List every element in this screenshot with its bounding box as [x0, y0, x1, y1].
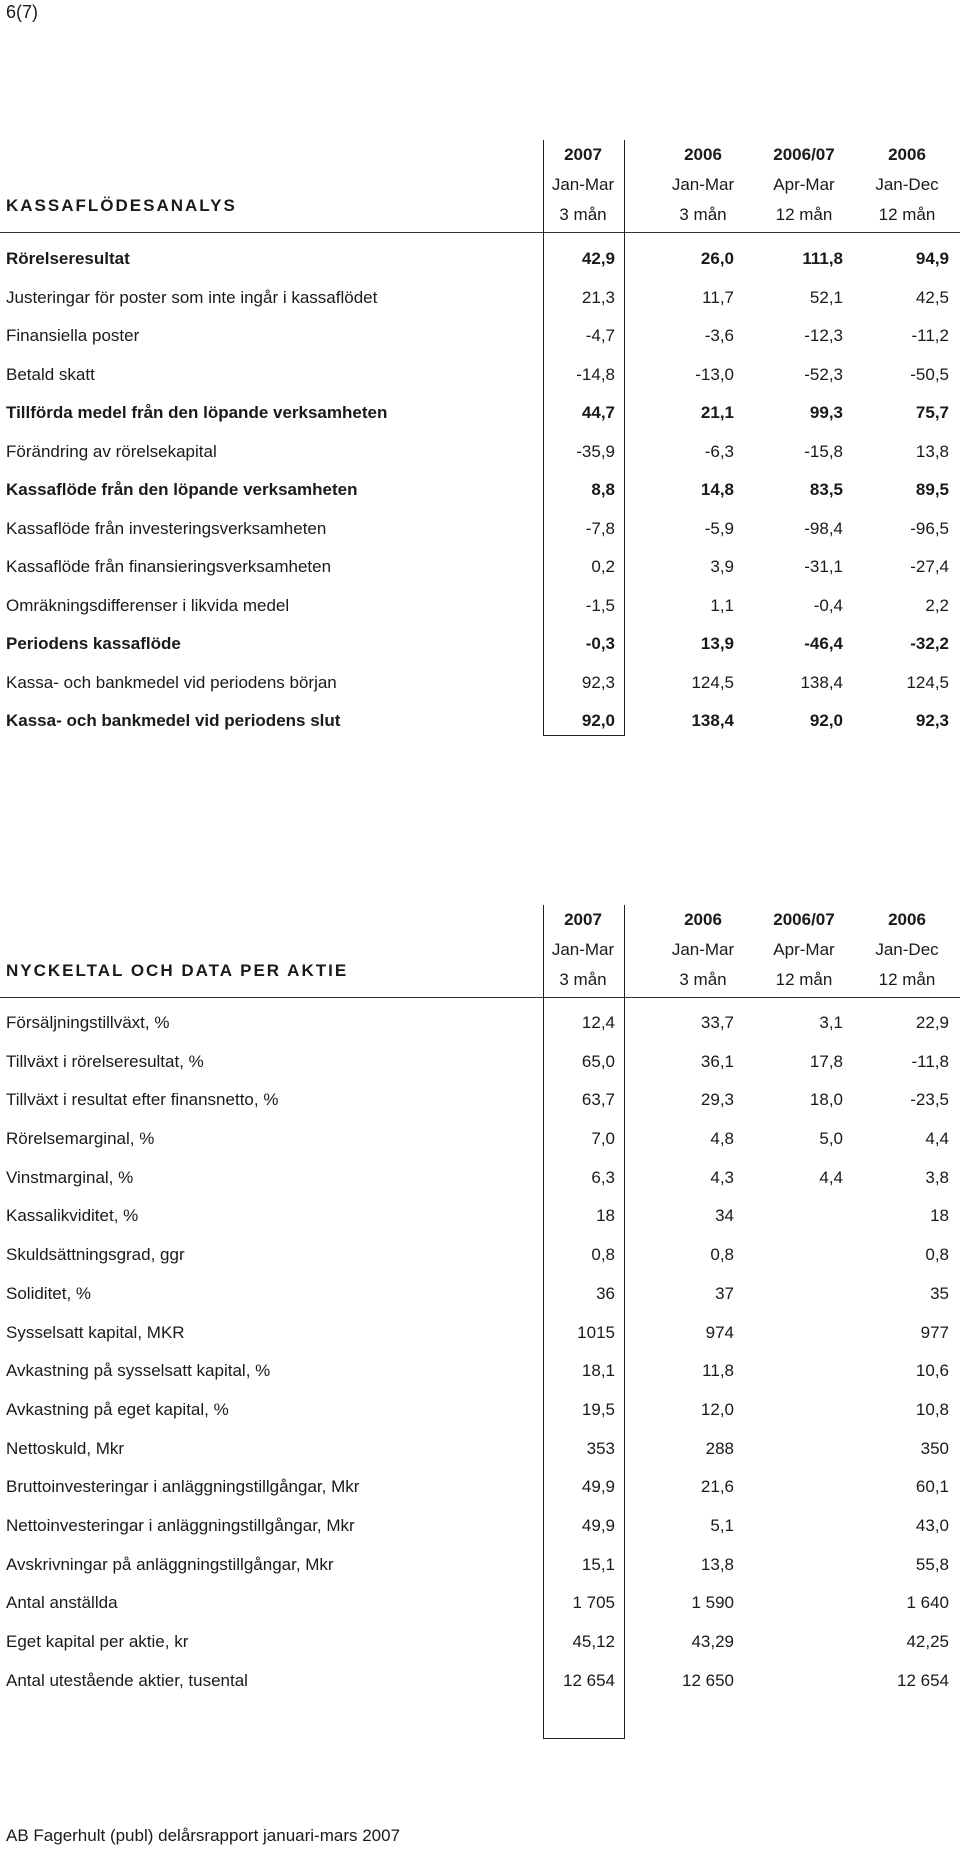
row-value: 92,3 — [581, 672, 615, 692]
row-value: -52,3 — [804, 364, 843, 384]
row-label: Rörelseresultat — [6, 249, 130, 268]
table-row — [0, 1359, 960, 1398]
table-row — [0, 440, 960, 479]
row-value: 1 640 — [906, 1593, 949, 1613]
table-row — [0, 1011, 960, 1050]
row-value: 18 — [596, 1206, 615, 1226]
row-label: Eget kapital per aktie, kr — [6, 1632, 189, 1651]
row-value: 4,3 — [710, 1167, 734, 1187]
section-title: NYCKELTAL OCH DATA PER AKTIE — [6, 961, 349, 980]
row-value: -7,8 — [585, 518, 615, 538]
column-period: Jan-Dec — [875, 940, 939, 959]
row-label: Nettoskuld, Mkr — [6, 1438, 125, 1458]
table-row — [0, 1050, 960, 1089]
row-value: 89,5 — [915, 480, 949, 499]
column-header — [852, 905, 960, 995]
column-period: Jan-Dec — [875, 175, 939, 194]
row-value: 12 650 — [682, 1670, 734, 1690]
row-label: Bruttoinvesteringar i anläggningstillgångar, Mkr — [6, 1477, 360, 1497]
row-value: 43,29 — [691, 1632, 734, 1651]
row-value: 3,1 — [819, 1013, 843, 1032]
row-value: 13,8 — [700, 1554, 734, 1574]
table-row — [0, 1475, 960, 1514]
column-header — [648, 140, 758, 230]
header-divider — [0, 997, 960, 998]
row-value: 63,7 — [581, 1090, 615, 1110]
row-value: 0,8 — [591, 1245, 615, 1265]
row-value: 92,0 — [581, 711, 615, 730]
row-value: 0,2 — [591, 557, 615, 576]
column-header — [749, 140, 859, 230]
row-value: -14,8 — [576, 364, 615, 384]
row-value: 10,8 — [915, 1399, 949, 1419]
table-row — [0, 1437, 960, 1476]
row-value: 13,9 — [700, 634, 734, 653]
column-year: 2006 — [684, 145, 722, 164]
row-label: Kassa- och bankmedel vid periodens början — [6, 672, 337, 692]
table-row — [0, 401, 960, 440]
row-label: Kassa- och bankmedel vid periodens slut — [6, 711, 341, 730]
column-year: 2006 — [684, 910, 722, 929]
row-value: 974 — [705, 1322, 734, 1342]
column-year: 2006 — [888, 145, 926, 164]
row-label: Justeringar för poster som inte ingår i kassaflödet — [6, 287, 378, 307]
table-row — [0, 1282, 960, 1321]
row-value: 34 — [715, 1206, 734, 1226]
row-value: 17,8 — [809, 1051, 843, 1071]
row-value: 18 — [930, 1206, 949, 1226]
column-length: 12 mån — [775, 205, 833, 224]
row-value: 65,0 — [581, 1051, 615, 1071]
keyfigures-header — [0, 905, 960, 997]
row-value: 36 — [596, 1283, 615, 1303]
row-value: 10,6 — [915, 1361, 949, 1381]
row-value: 42,9 — [581, 249, 615, 268]
row-value: 42,25 — [906, 1632, 949, 1651]
row-label: Soliditet, % — [6, 1283, 92, 1303]
column-period: Jan-Mar — [671, 175, 735, 194]
row-value: 11,8 — [702, 1361, 734, 1381]
column-period: Apr-Mar — [773, 175, 835, 194]
row-value: 1 590 — [691, 1593, 734, 1613]
column-header — [528, 140, 638, 230]
row-value: 4,8 — [710, 1129, 734, 1149]
column-length: 12 mån — [878, 970, 936, 989]
row-value: 26,0 — [700, 249, 734, 268]
row-value: -15,8 — [804, 441, 843, 461]
row-value: -27,4 — [910, 557, 949, 576]
column-period: Apr-Mar — [773, 940, 835, 959]
row-label: Omräkningsdifferenser i likvida medel — [6, 595, 290, 615]
table-row — [0, 1127, 960, 1166]
table-row — [0, 1553, 960, 1592]
row-value: 1015 — [577, 1322, 615, 1342]
row-value: 49,9 — [581, 1477, 615, 1497]
column-length: 3 mån — [559, 205, 607, 224]
row-value: 11,7 — [702, 287, 734, 307]
row-value: 18,1 — [581, 1361, 615, 1381]
cashflow-table — [0, 140, 960, 730]
table-row — [0, 1398, 960, 1437]
row-value: 92,0 — [809, 711, 843, 730]
column-header — [852, 140, 960, 230]
row-value: 12 654 — [563, 1670, 615, 1690]
footer-text: AB Fagerhult (publ) delårsrapport januari-mars 2007 — [6, 1826, 401, 1845]
table-row — [0, 517, 960, 556]
row-value: 350 — [920, 1438, 949, 1458]
row-value: 124,5 — [906, 672, 949, 692]
cashflow-rows — [0, 247, 960, 748]
table-row — [0, 555, 960, 594]
table-row — [0, 1630, 960, 1669]
row-value: 60,1 — [915, 1477, 949, 1497]
row-value: 288 — [705, 1438, 734, 1458]
row-value: -13,0 — [695, 364, 734, 384]
row-value: 5,1 — [710, 1515, 734, 1535]
row-value: 36,1 — [700, 1051, 734, 1071]
table-row — [0, 671, 960, 710]
row-value: 49,9 — [581, 1515, 615, 1535]
row-value: 1 705 — [572, 1593, 615, 1613]
row-value: 75,7 — [915, 403, 949, 422]
row-value: 12 654 — [897, 1670, 949, 1690]
row-value: 45,12 — [572, 1632, 615, 1651]
row-value: 35 — [930, 1283, 949, 1303]
row-value: -98,4 — [804, 518, 843, 538]
row-value: 37 — [715, 1283, 734, 1303]
row-value: 94,9 — [915, 249, 949, 268]
row-label: Tillväxt i resultat efter finansnetto, % — [6, 1090, 279, 1110]
row-value: 13,8 — [915, 441, 949, 461]
row-value: -11,8 — [911, 1051, 949, 1071]
row-label: Skuldsättningsgrad, ggr — [6, 1245, 185, 1265]
row-value: -4,7 — [585, 326, 615, 345]
row-label: Kassaflöde från investeringsverksamheten — [6, 518, 327, 538]
row-value: -31,1 — [804, 557, 843, 576]
row-value: 0,8 — [710, 1245, 734, 1265]
column-year: 2006 — [888, 910, 926, 929]
row-value: 15,1 — [581, 1554, 615, 1574]
row-value: 21,1 — [700, 403, 734, 422]
column-length: 12 mån — [878, 205, 936, 224]
table-row — [0, 1669, 960, 1708]
column-header — [648, 905, 758, 995]
table-row — [0, 594, 960, 633]
row-value: 353 — [586, 1438, 615, 1458]
row-value: 29,3 — [700, 1090, 734, 1110]
row-value: -12,3 — [804, 326, 843, 345]
row-value: -5,9 — [704, 518, 734, 538]
row-value: 0,8 — [925, 1245, 949, 1265]
row-value: 6,3 — [591, 1167, 615, 1187]
row-value: 22,9 — [915, 1013, 949, 1032]
row-value: 5,0 — [819, 1129, 843, 1149]
row-value: 92,3 — [915, 711, 949, 730]
column-length: 3 mån — [679, 205, 727, 224]
row-label: Kassaflöde från den löpande verksamheten — [6, 480, 358, 499]
row-value: -0,3 — [585, 634, 615, 653]
keyfigures-rows — [0, 1011, 960, 1707]
row-value: 33,7 — [700, 1013, 734, 1032]
row-value: 3,9 — [710, 557, 734, 576]
row-value: 99,3 — [809, 403, 843, 422]
row-value: 21,6 — [700, 1477, 734, 1497]
row-value: 4,4 — [819, 1167, 843, 1187]
row-label: Avkastning på eget kapital, % — [6, 1399, 229, 1419]
row-value: 19,5 — [581, 1399, 615, 1419]
row-value: 138,4 — [800, 672, 843, 692]
column-period: Jan-Mar — [671, 940, 735, 959]
row-value: 83,5 — [809, 480, 843, 499]
row-value: 977 — [920, 1322, 949, 1342]
page-number: 6(7) — [6, 2, 39, 22]
table-row — [0, 247, 960, 286]
row-value: 43,0 — [915, 1515, 949, 1535]
section-title: KASSAFLÖDESANALYS — [6, 196, 237, 215]
row-value: 21,3 — [581, 287, 615, 307]
row-value: 12,0 — [700, 1399, 734, 1419]
table-row — [0, 1166, 960, 1205]
row-label: Avskrivningar på anläggningstillgångar, Mkr — [6, 1554, 334, 1574]
cashflow-header — [0, 140, 960, 232]
row-label: Finansiella poster — [6, 326, 140, 345]
keyfigures-table — [0, 905, 960, 1690]
row-value: 138,4 — [691, 711, 734, 730]
row-value: 1,1 — [710, 595, 734, 615]
row-value: -6,3 — [704, 441, 734, 461]
column-year: 2006/07 — [773, 910, 835, 929]
row-value: 42,5 — [915, 287, 949, 307]
row-label: Betald skatt — [6, 364, 95, 384]
row-value: 7,0 — [591, 1129, 615, 1149]
row-label: Försäljningstillväxt, % — [6, 1013, 170, 1032]
row-label: Kassalikviditet, % — [6, 1206, 139, 1226]
row-value: -23,5 — [910, 1090, 949, 1110]
row-label: Periodens kassaflöde — [6, 634, 181, 653]
row-label: Rörelsemarginal, % — [6, 1129, 155, 1149]
row-value: 111,8 — [802, 249, 843, 268]
row-value: -1,5 — [585, 595, 615, 615]
row-value: -0,4 — [813, 595, 843, 615]
column-year: 2007 — [564, 145, 602, 164]
column-length: 12 mån — [775, 970, 833, 989]
column-year: 2007 — [564, 910, 602, 929]
column-period: Jan-Mar — [551, 175, 615, 194]
table-row — [0, 478, 960, 517]
row-value: -50,5 — [910, 364, 949, 384]
row-label: Kassaflöde från finansieringsverksamheten — [6, 557, 332, 576]
row-label: Avkastning på sysselsatt kapital, % — [6, 1361, 271, 1381]
row-value: -32,2 — [910, 634, 949, 653]
header-divider — [0, 232, 960, 233]
table-row — [0, 709, 960, 748]
row-value: 4,4 — [925, 1129, 949, 1149]
table-row — [0, 363, 960, 402]
column-length: 3 mån — [559, 970, 607, 989]
row-value: 18,0 — [809, 1090, 843, 1110]
row-value: 14,8 — [700, 480, 734, 499]
row-value: -46,4 — [804, 634, 843, 653]
row-value: 2,2 — [925, 595, 949, 615]
row-value: 52,1 — [809, 287, 843, 307]
table-row — [0, 1088, 960, 1127]
row-value: 124,5 — [691, 672, 734, 692]
table-row — [0, 1204, 960, 1243]
row-value: 55,8 — [915, 1554, 949, 1574]
table-row — [0, 1243, 960, 1282]
row-value: 12,4 — [581, 1013, 615, 1032]
row-label: Tillförda medel från den löpande verksamheten — [6, 403, 388, 422]
table-row — [0, 1591, 960, 1630]
table-row — [0, 324, 960, 363]
table-row — [0, 1514, 960, 1553]
table-row — [0, 286, 960, 325]
row-value: -96,5 — [910, 518, 949, 538]
row-label: Antal anställda — [6, 1593, 118, 1613]
row-label: Nettoinvesteringar i anläggningstillgångar, Mkr — [6, 1515, 355, 1535]
row-value: -35,9 — [576, 441, 615, 461]
row-label: Tillväxt i rörelseresultat, % — [6, 1051, 204, 1071]
row-label: Antal utestående aktier, tusental — [6, 1670, 248, 1690]
row-label: Förändring av rörelsekapital — [6, 441, 217, 461]
column-length: 3 mån — [679, 970, 727, 989]
column-period: Jan-Mar — [551, 940, 615, 959]
column-header — [528, 905, 638, 995]
column-header — [749, 905, 859, 995]
column-year: 2006/07 — [773, 145, 835, 164]
row-value: -3,6 — [704, 326, 734, 345]
row-value: 3,8 — [925, 1167, 949, 1187]
row-value: 44,7 — [581, 403, 615, 422]
row-value: -11,2 — [911, 326, 949, 345]
row-label: Sysselsatt kapital, MKR — [6, 1322, 185, 1342]
table-row — [0, 632, 960, 671]
row-value: 8,8 — [591, 480, 615, 499]
table-row — [0, 1321, 960, 1360]
row-label: Vinstmarginal, % — [6, 1167, 134, 1187]
